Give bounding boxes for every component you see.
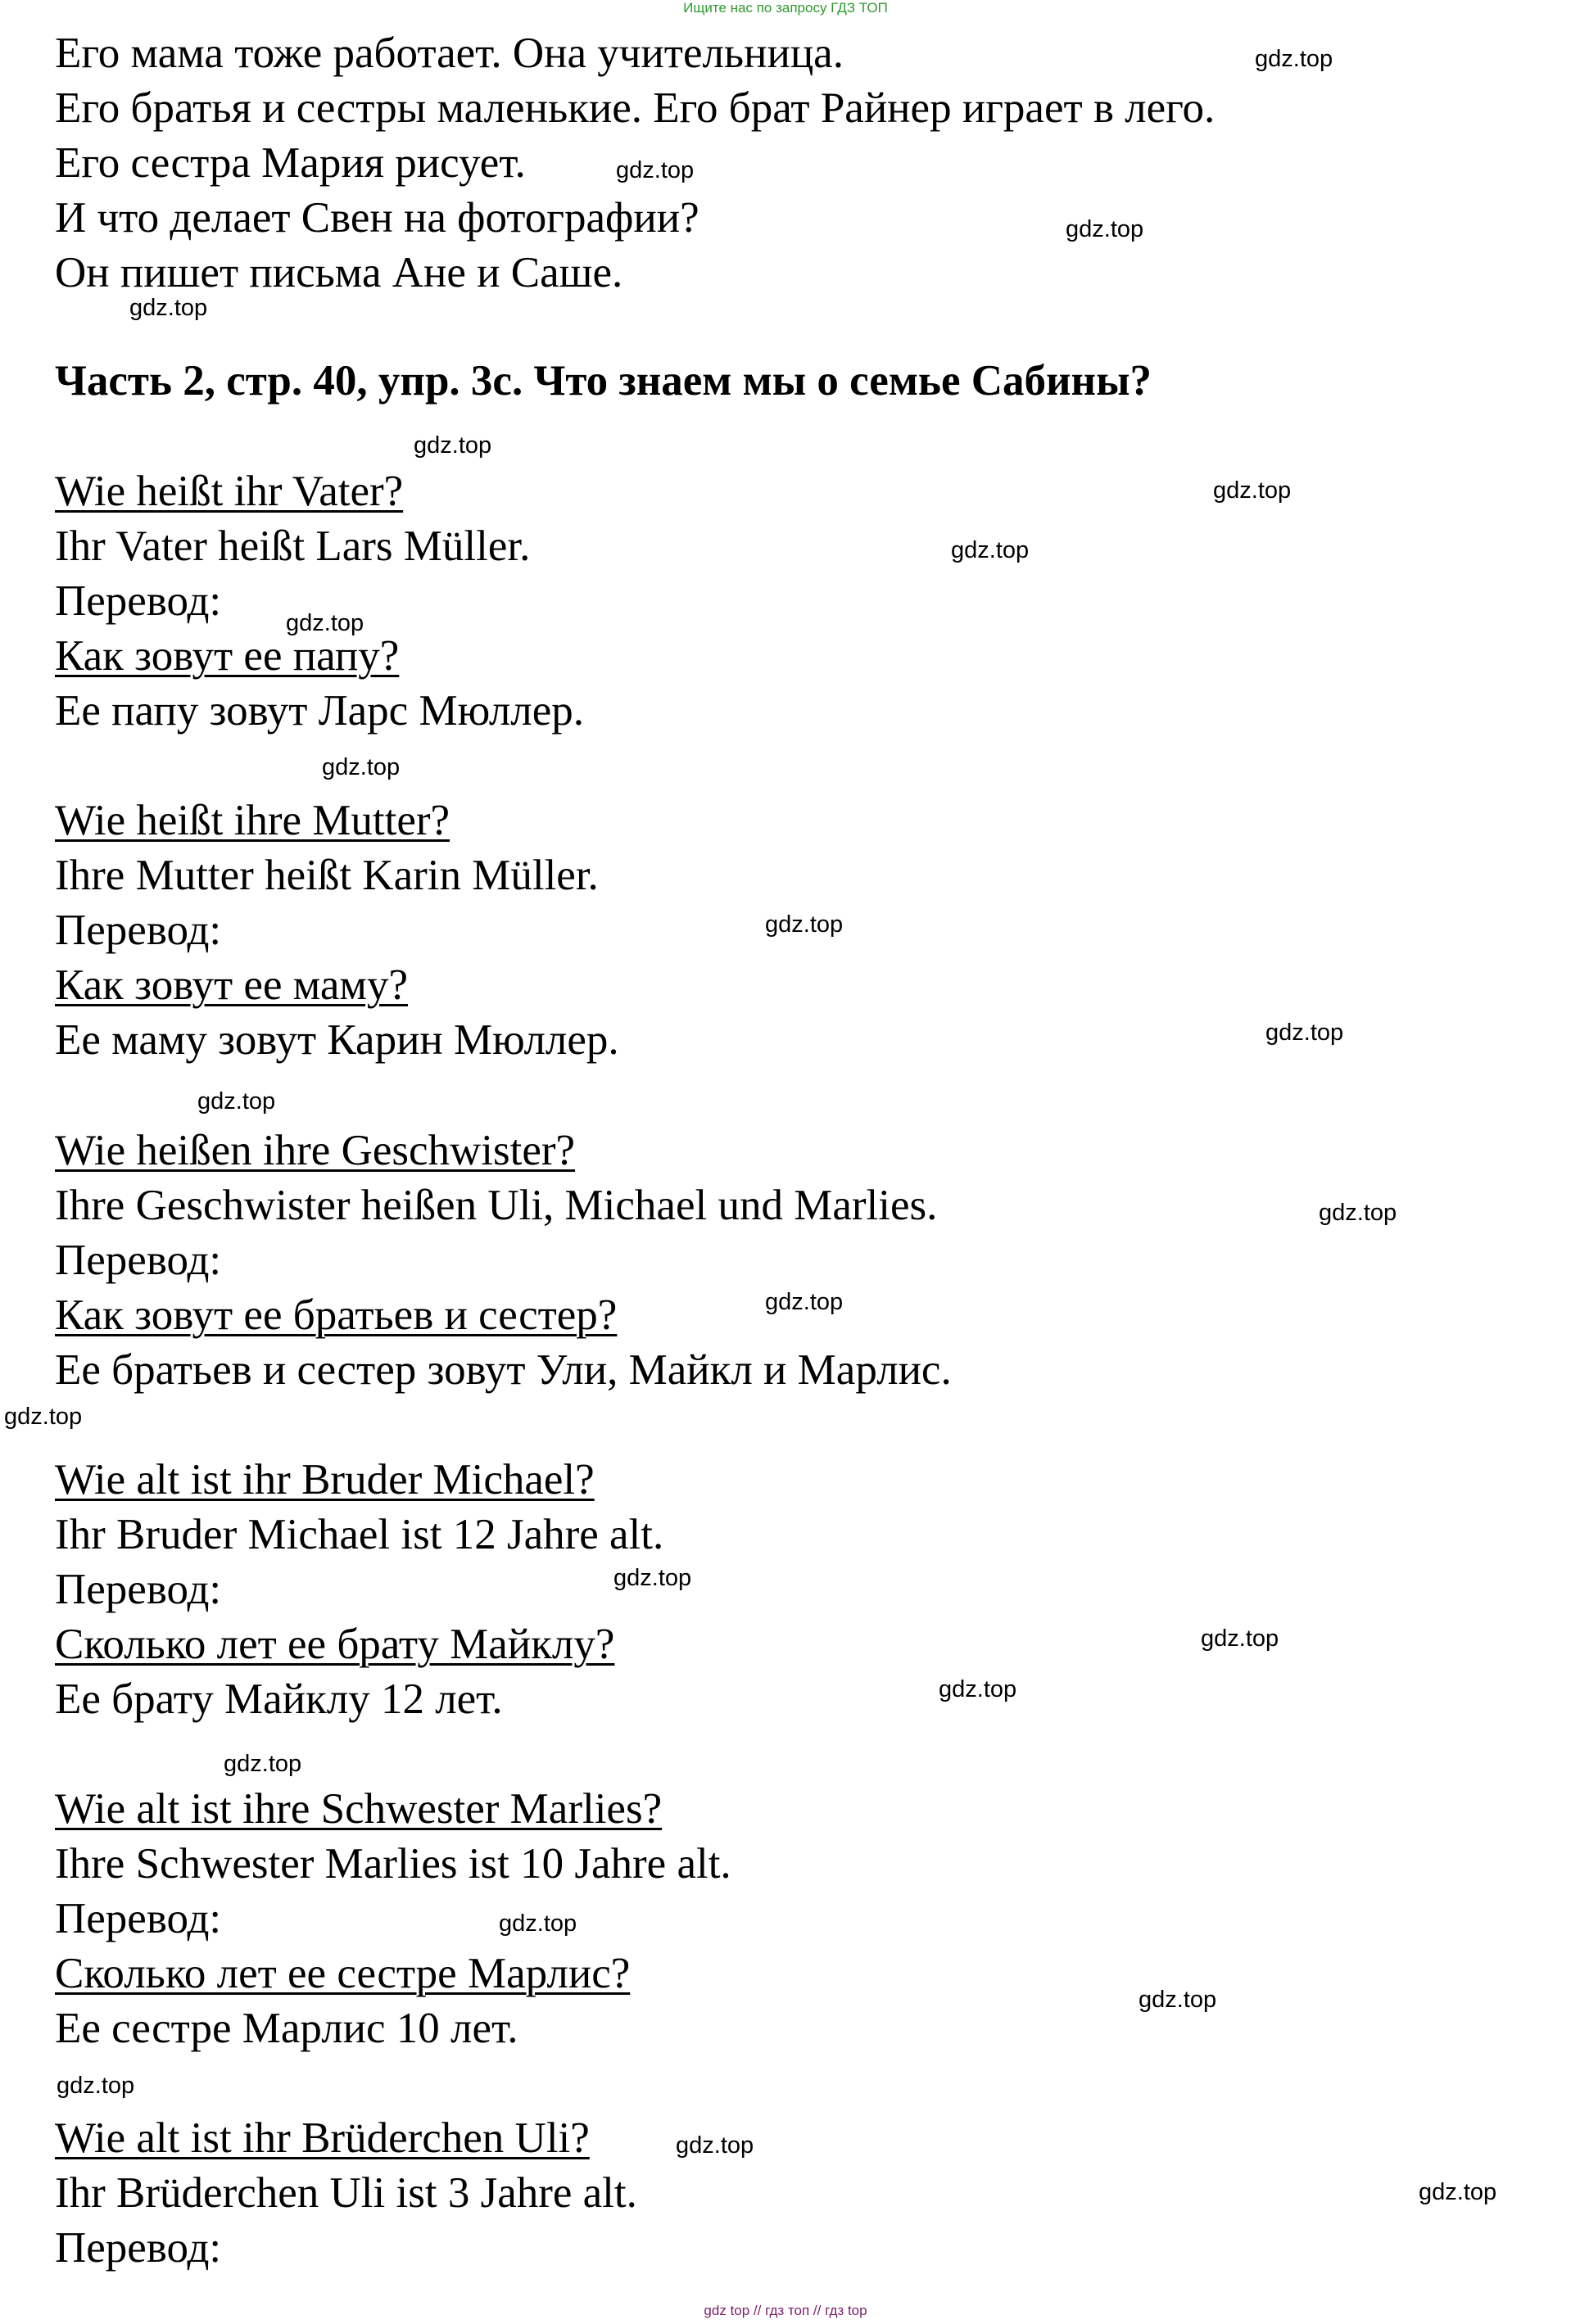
watermark: gdz.top: [616, 157, 695, 183]
watermark: gdz.top: [499, 1910, 577, 1937]
answer-ru: Ее брату Майклу 12 лет.: [55, 1675, 503, 1723]
answer-ru: Ее сестре Марлис 10 лет.: [55, 2005, 518, 2052]
watermark: gdz.top: [613, 1565, 692, 1591]
intro-line: Его сестра Мария рисует.: [55, 139, 526, 187]
question-ru: Сколько лет ее сестре Марлис?: [55, 1950, 631, 1997]
translation-label: Перевод:: [55, 577, 222, 625]
answer-de: Ihre Mutter heißt Karin Müller.: [55, 852, 599, 899]
translation-label: Перевод:: [55, 1237, 222, 1284]
watermark: gdz.top: [1213, 477, 1292, 504]
answer-de: Ihre Schwester Marlies ist 10 Jahre alt.: [55, 1840, 731, 1888]
answer-de: Ihre Geschwister heißen Uli, Michael und Marlies.: [55, 1182, 938, 1229]
watermark: gdz.top: [1255, 46, 1333, 72]
watermark: gdz.top: [322, 754, 401, 780]
answer-ru: Ее папу зовут Ларс Мюллер.: [55, 687, 585, 735]
question-de: Wie heißt ihre Mutter?: [55, 797, 450, 844]
watermark: gdz.top: [57, 2073, 135, 2099]
translation-label: Перевод:: [55, 1895, 222, 1942]
question-ru: Как зовут ее папу?: [55, 632, 400, 680]
translation-label: Перевод:: [55, 2224, 222, 2272]
answer-de: Ihr Bruder Michael ist 12 Jahre alt.: [55, 1511, 664, 1558]
question-ru: Сколько лет ее брату Майклу?: [55, 1621, 615, 1668]
question-ru: Как зовут ее маму?: [55, 961, 408, 1009]
question-de: Wie alt ist ihr Brüderchen Uli?: [55, 2114, 590, 2162]
watermark: gdz.top: [129, 295, 208, 321]
translation-label: Перевод:: [55, 1566, 222, 1613]
watermark: gdz.top: [286, 610, 364, 636]
answer-de: Ihr Brüderchen Uli ist 3 Jahre alt.: [55, 2169, 637, 2217]
watermark: gdz.top: [224, 1751, 302, 1777]
watermark: gdz.top: [197, 1088, 276, 1115]
watermark: gdz.top: [1201, 1625, 1279, 1652]
answer-de: Ihr Vater heißt Lars Müller.: [55, 522, 531, 570]
answer-ru: Ее маму зовут Карин Мюллер.: [55, 1016, 619, 1064]
watermark: gdz.top: [4, 1404, 83, 1430]
question-de: Wie alt ist ihre Schwester Marlies?: [55, 1785, 663, 1833]
watermark: gdz.top: [1419, 2179, 1497, 2205]
footer-watermark: gdz top // гдз топ // гдз top: [704, 2303, 867, 2318]
question-ru: Как зовут ее братьев и сестер?: [55, 1291, 618, 1339]
watermark: gdz.top: [676, 2132, 754, 2159]
watermark: gdz.top: [414, 432, 492, 459]
watermark: gdz.top: [765, 1289, 844, 1315]
watermark: gdz.top: [1066, 216, 1144, 242]
watermark: gdz.top: [1319, 1200, 1397, 1226]
answer-ru: Ее братьев и сестер зовут Ули, Майкл и Марлис.: [55, 1346, 952, 1394]
intro-line: Он пишет письма Ане и Саше.: [55, 249, 623, 296]
exercise-heading: Часть 2, стр. 40, упр. 3с. Что знаем мы о семье Сабины?: [55, 357, 1152, 405]
intro-line: И что делает Свен на фотографии?: [55, 194, 699, 242]
question-de: Wie heißen ihre Geschwister?: [55, 1127, 576, 1174]
watermark: gdz.top: [765, 911, 844, 938]
watermark: gdz.top: [1139, 1987, 1217, 2013]
watermark: gdz.top: [951, 537, 1030, 563]
watermark: gdz.top: [1265, 1020, 1344, 1046]
intro-line: Его мама тоже работает. Она учительница.: [55, 29, 844, 77]
translation-label: Перевод:: [55, 907, 222, 954]
intro-line: Его братья и сестры маленькие. Его брат Райнер играет в лего.: [55, 84, 1216, 132]
top-search-note: Ищите нас по запросу ГДЗ ТОП: [683, 0, 888, 16]
watermark: gdz.top: [939, 1676, 1017, 1702]
question-de: Wie alt ist ihr Bruder Michael?: [55, 1456, 595, 1503]
question-de: Wie heißt ihr Vater?: [55, 468, 404, 515]
